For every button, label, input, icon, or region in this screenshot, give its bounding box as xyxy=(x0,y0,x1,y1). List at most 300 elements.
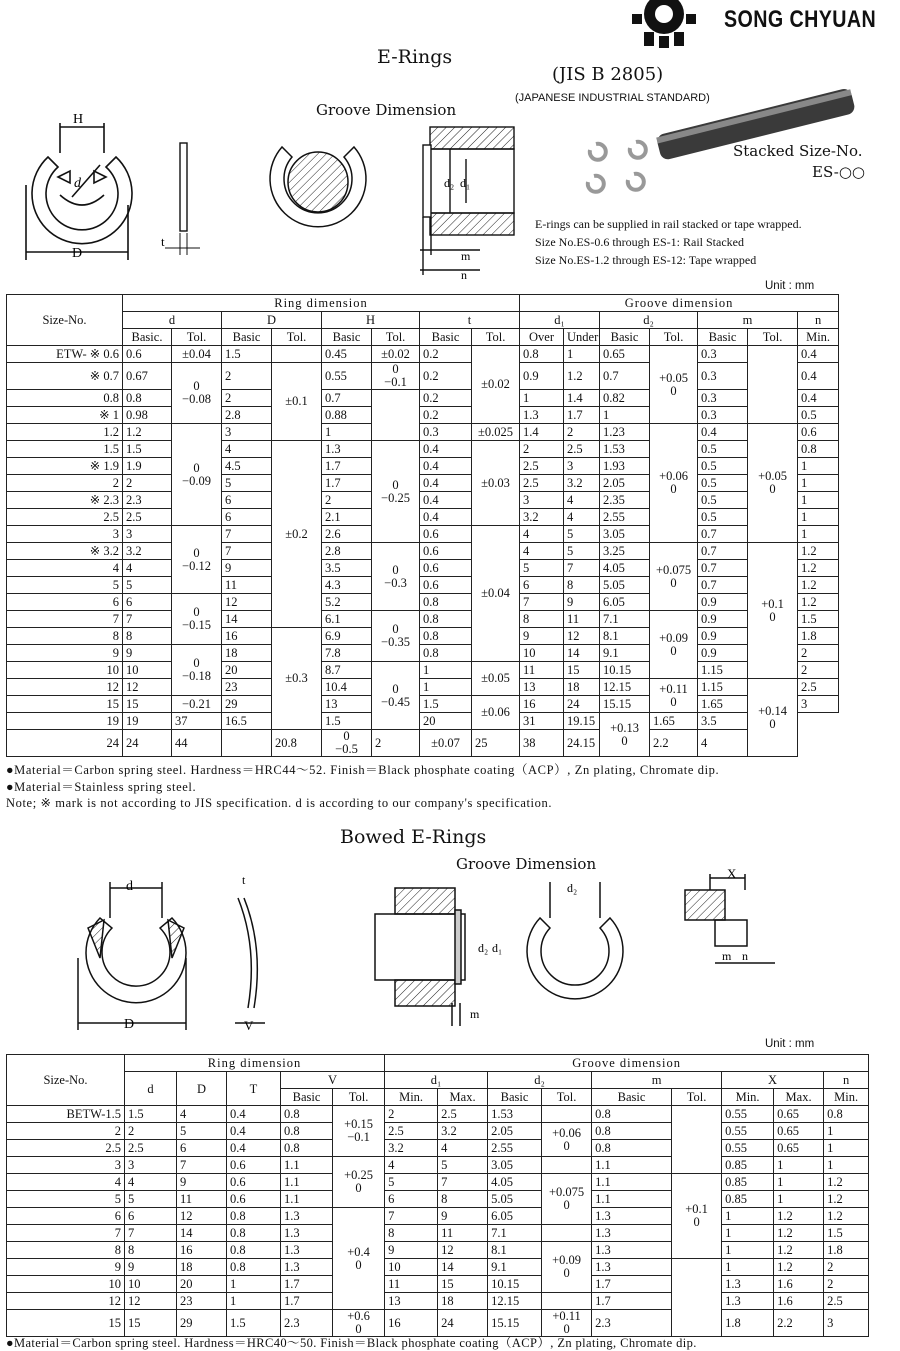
d1-under: 15 xyxy=(564,662,600,679)
V-basic: 1.3 xyxy=(281,1259,333,1276)
tolerance-line: +0.15 xyxy=(344,1117,373,1131)
n-min: 1.2 xyxy=(798,560,839,577)
tolerance-line: 0 xyxy=(193,379,200,393)
d1-under: 7 xyxy=(564,560,600,577)
d-value: 6 xyxy=(125,1208,177,1225)
d2-basic: 3.05 xyxy=(600,526,650,543)
T-value: 0.6 xyxy=(227,1157,281,1174)
d1-min: 4 xyxy=(385,1157,438,1174)
tolerance-line: −0.25 xyxy=(381,490,410,505)
d-basic: 15 xyxy=(123,696,172,713)
d1-min: 16 xyxy=(385,1310,438,1337)
D-value: 11 xyxy=(177,1191,227,1208)
d1-under: 4 xyxy=(564,492,600,509)
b-dim-label-m2: m xyxy=(722,949,732,963)
dim-label-d1: d₁ xyxy=(460,176,471,190)
t-basic: 0.4 xyxy=(420,509,472,526)
d-basic: 3.2 xyxy=(123,543,172,560)
sub-header: Tol. xyxy=(672,1089,722,1106)
tolerance-line: 0 xyxy=(193,656,200,670)
tolerance-line: +0.11 xyxy=(552,1309,581,1323)
d2-basic: 1.23 xyxy=(600,424,650,441)
tolerance-cell xyxy=(472,696,520,730)
sub-header: Tol. xyxy=(272,329,322,346)
d-value: 10 xyxy=(125,1276,177,1293)
d1-max: 3.2 xyxy=(438,1123,488,1140)
tolerance-line: ±0.07 xyxy=(431,735,460,750)
n-min: 0.4 xyxy=(798,390,839,407)
d2-basic: 8.1 xyxy=(600,628,650,645)
d-basic: 1.9 xyxy=(123,458,172,475)
m-basic: 0.5 xyxy=(698,509,748,526)
tolerance-cell xyxy=(372,390,420,441)
D-basic: 12 xyxy=(222,594,272,611)
H-basic: 0.88 xyxy=(322,407,372,424)
d1-under: 1.7 xyxy=(564,407,600,424)
n-min: 2.5 xyxy=(798,679,839,696)
table-row xyxy=(7,696,839,713)
m-basic: 0.4 xyxy=(698,424,748,441)
tolerance-cell xyxy=(650,424,698,543)
tolerance-cell xyxy=(333,1157,385,1208)
sub-header: Basic xyxy=(222,329,272,346)
d-value: 5 xyxy=(125,1191,177,1208)
b-col-D: D xyxy=(177,1072,227,1106)
d-value: 1.5 xyxy=(125,1106,177,1123)
size-header: Size-No. xyxy=(7,295,123,346)
tolerance-line: ±0.06 xyxy=(481,705,510,719)
sub-header: Tol. xyxy=(472,329,520,346)
d-value: 2 xyxy=(125,1123,177,1140)
H-basic: 2.6 xyxy=(322,526,372,543)
d2-basic: 0.7 xyxy=(600,363,650,390)
H-basic: 10.4 xyxy=(322,679,372,696)
D-basic: 4.5 xyxy=(222,458,272,475)
D-basic: 5 xyxy=(222,475,272,492)
sub-header: Max. xyxy=(774,1089,824,1106)
m-basic: 1.3 xyxy=(592,1225,672,1242)
H-basic: 1 xyxy=(322,424,372,441)
t-basic: 0.8 xyxy=(420,645,472,662)
unit-label: Unit : mm xyxy=(765,280,815,292)
tolerance-line: +0.075 xyxy=(548,1185,585,1199)
table-row xyxy=(7,560,839,577)
tolerance-cell xyxy=(172,424,222,526)
tolerance-cell xyxy=(222,730,272,757)
D-basic: 6 xyxy=(222,492,272,509)
tolerance-cell xyxy=(650,679,698,713)
supply-line: Size No.ES-0.6 through ES-1: Rail Stacked xyxy=(535,235,744,249)
tolerance-line: −0.45 xyxy=(381,694,410,709)
d-basic: 19 xyxy=(123,713,172,730)
tolerance-cell xyxy=(542,1293,592,1310)
D-basic: 2 xyxy=(222,390,272,407)
tolerance-line: +0.6 xyxy=(347,1309,370,1323)
d1-max: 2.5 xyxy=(438,1106,488,1123)
d-value: 12 xyxy=(125,1293,177,1310)
n-min: 1.2 xyxy=(824,1174,869,1191)
D-value: 5 xyxy=(177,1123,227,1140)
d-basic: 1.5 xyxy=(123,441,172,458)
tolerance-line: 0 xyxy=(392,362,399,376)
d1-under: 24 xyxy=(564,696,600,713)
n-min: 1 xyxy=(798,509,839,526)
groove-dimension-header: Groove dimension xyxy=(520,295,839,312)
note-line: ●Material＝Stainless spring steel. xyxy=(6,779,197,794)
sub-header: Tol. xyxy=(748,329,798,346)
d2-basic: 2.05 xyxy=(488,1123,542,1140)
d2-basic: 3.05 xyxy=(488,1157,542,1174)
d1-over: 4 xyxy=(520,543,564,560)
stacked-size-code: ES-○○ xyxy=(812,163,866,181)
d-value: 15 xyxy=(125,1310,177,1337)
b-dim-label-n: n xyxy=(742,949,748,963)
T-value: 0.8 xyxy=(227,1259,281,1276)
table-row xyxy=(7,1259,869,1276)
table-row xyxy=(7,526,839,543)
bowed-e-ring-diagram xyxy=(60,868,780,1038)
tolerance-line: +0.1 xyxy=(685,1202,708,1216)
H-basic: 3.5 xyxy=(322,560,372,577)
sub-header: Min. xyxy=(722,1089,774,1106)
d1-over: 4 xyxy=(520,526,564,543)
table-row xyxy=(7,1123,869,1140)
tolerance-line: +0.05 xyxy=(758,469,787,483)
H-basic: 6.9 xyxy=(322,628,372,645)
T-value: 0.4 xyxy=(227,1140,281,1157)
X-min: 0.85 xyxy=(722,1174,774,1191)
d1-under: 2.5 xyxy=(564,441,600,458)
table-row xyxy=(7,1276,869,1293)
m-basic: 0.5 xyxy=(698,458,748,475)
tolerance-cell xyxy=(322,730,372,757)
tolerance-cell xyxy=(172,346,222,363)
tolerance-cell xyxy=(542,1225,592,1242)
d1-min: 7 xyxy=(385,1208,438,1225)
m-basic: 0.8 xyxy=(592,1123,672,1140)
X-min: 1.3 xyxy=(722,1276,774,1293)
d-basic: 5 xyxy=(123,577,172,594)
X-max: 1.2 xyxy=(774,1208,824,1225)
sub-header: Basic xyxy=(488,1089,542,1106)
table-row xyxy=(7,458,839,475)
d-basic: 12 xyxy=(123,679,172,696)
D-value: 7 xyxy=(177,1157,227,1174)
table-row xyxy=(7,628,839,645)
table-row xyxy=(7,1174,869,1191)
X-max: 1.2 xyxy=(774,1259,824,1276)
size-cell: 2 xyxy=(7,1123,125,1140)
m-basic: 1.1 xyxy=(592,1174,672,1191)
d2-basic: 19.15 xyxy=(564,713,600,730)
d1-under: 9 xyxy=(564,594,600,611)
col-n: n xyxy=(798,312,839,329)
size-cell: 1.5 xyxy=(7,441,123,458)
m-basic: 0.7 xyxy=(698,577,748,594)
d2-basic: 2.05 xyxy=(600,475,650,492)
size-cell: 15 xyxy=(7,1310,125,1337)
tolerance-line: −0.5 xyxy=(335,742,358,756)
H-basic: 0.45 xyxy=(322,346,372,363)
d-basic: 0.67 xyxy=(123,363,172,390)
H-basic: 2 xyxy=(322,492,372,509)
X-min: 1 xyxy=(722,1208,774,1225)
size-cell: 4 xyxy=(7,1174,125,1191)
d2-basic: 4.05 xyxy=(488,1174,542,1191)
sub-header: Basic xyxy=(592,1089,672,1106)
tolerance-cell xyxy=(272,363,322,441)
tolerance-cell xyxy=(542,1157,592,1174)
dim-label-d2: d₂ xyxy=(444,176,455,190)
tolerance-cell xyxy=(272,441,322,628)
tolerance-cell xyxy=(650,611,698,679)
tolerance-cell xyxy=(650,346,698,424)
d1-min: 8 xyxy=(385,1225,438,1242)
d1-under: 8 xyxy=(564,577,600,594)
t-basic: 0.4 xyxy=(420,475,472,492)
d-basic: 6 xyxy=(123,594,172,611)
tolerance-line: −0.08 xyxy=(182,392,211,406)
size-cell: ETW- ※ 0.6 xyxy=(7,346,123,363)
T-value: 0.6 xyxy=(227,1191,281,1208)
tolerance-cell xyxy=(372,611,420,662)
d1-over: 0.8 xyxy=(520,346,564,363)
tolerance-line: +0.1 xyxy=(761,596,784,611)
X-min: 1 xyxy=(722,1259,774,1276)
X-max: 2.2 xyxy=(774,1310,824,1337)
size-cell: ※ 1 xyxy=(7,407,123,424)
tolerance-cell xyxy=(472,526,520,662)
m-basic: 0.7 xyxy=(698,560,748,577)
tolerance-cell xyxy=(372,662,420,730)
tolerance-line: 0 xyxy=(355,1181,362,1195)
V-basic: 0.8 xyxy=(281,1123,333,1140)
table-row xyxy=(7,662,839,679)
b-dim-label-d1: d₁ xyxy=(492,941,503,955)
d-basic: 10 xyxy=(123,662,172,679)
d1-min: 11 xyxy=(385,1276,438,1293)
m-basic: 0.9 xyxy=(698,611,748,628)
d2-basic: 5.05 xyxy=(600,577,650,594)
table-row xyxy=(7,1106,869,1123)
n-min: 1.5 xyxy=(824,1225,869,1242)
d1-min: 5 xyxy=(385,1174,438,1191)
t-basic: 0.8 xyxy=(420,594,472,611)
tolerance-line: 0 xyxy=(693,1215,700,1229)
tolerance-line: ±0.02 xyxy=(381,346,410,361)
d2-basic: 9.1 xyxy=(488,1259,542,1276)
tolerance-line: +0.14 xyxy=(758,703,787,718)
D-basic: 2.8 xyxy=(222,407,272,424)
table-row xyxy=(7,1140,869,1157)
size-cell: 12 xyxy=(7,1293,125,1310)
D-value: 4 xyxy=(177,1106,227,1123)
b-col-m: m xyxy=(592,1072,722,1089)
D-basic: 9 xyxy=(222,560,272,577)
tolerance-line: 0 xyxy=(355,1322,362,1336)
b-col-n: n xyxy=(824,1072,869,1089)
size-cell: 12 xyxy=(7,679,123,696)
t-basic: 1.5 xyxy=(322,713,372,730)
d-value: 3 xyxy=(125,1157,177,1174)
T-value: 0.4 xyxy=(227,1106,281,1123)
d-value: 8 xyxy=(125,1242,177,1259)
H-basic: 2.8 xyxy=(322,543,372,560)
d2-basic: 10.15 xyxy=(488,1276,542,1293)
sub-header: Tol. xyxy=(372,329,420,346)
dim-label-D: D xyxy=(72,246,83,261)
D-basic: 23 xyxy=(222,679,272,696)
d1-max: 15 xyxy=(438,1276,488,1293)
tolerance-line: +0.06 xyxy=(552,1125,582,1140)
stacked-size-label: Stacked Size-No. xyxy=(733,142,863,160)
table-row xyxy=(7,1157,869,1174)
d2-basic: 12.15 xyxy=(488,1293,542,1310)
m-basic: 1.7 xyxy=(592,1276,672,1293)
n-min: 3.5 xyxy=(698,713,748,730)
tolerance-cell xyxy=(333,1106,385,1157)
m-basic: 1.1 xyxy=(592,1157,672,1174)
X-max: 0.65 xyxy=(774,1106,824,1123)
sub-header: Under xyxy=(564,329,600,346)
m-basic: 1.15 xyxy=(698,662,748,679)
n-min: 1 xyxy=(824,1123,869,1140)
size-cell: 3 xyxy=(7,1157,125,1174)
b-ring-dimension-header: Ring dimension xyxy=(125,1055,385,1072)
gear-logo-icon xyxy=(632,0,718,50)
m-basic: 1.3 xyxy=(592,1208,672,1225)
tolerance-line: ±0.05 xyxy=(481,671,510,685)
H-basic: 20.8 xyxy=(272,730,322,757)
size-cell: ※ 1.9 xyxy=(7,458,123,475)
tolerance-line: 0 xyxy=(392,562,399,577)
dim-label-t: t xyxy=(161,234,165,249)
d1-over: 1.3 xyxy=(520,407,564,424)
tolerance-line: 0 xyxy=(355,1257,362,1272)
n-min: 1 xyxy=(824,1157,869,1174)
tolerance-line: +0.09 xyxy=(659,630,688,645)
D-value: 18 xyxy=(177,1259,227,1276)
V-basic: 2.3 xyxy=(281,1310,333,1337)
d1-under: 5 xyxy=(564,526,600,543)
d1-under: 1.2 xyxy=(564,363,600,390)
X-min: 1.3 xyxy=(722,1293,774,1310)
m-basic: 0.3 xyxy=(698,346,748,363)
d1-over: 7 xyxy=(520,594,564,611)
size-cell: ※ 2.3 xyxy=(7,492,123,509)
D-basic: 16 xyxy=(222,628,272,645)
b-col-d1: d₁ xyxy=(385,1072,488,1089)
dim-label-H: H xyxy=(73,112,84,127)
D-value: 14 xyxy=(177,1225,227,1242)
col-H: H xyxy=(322,312,420,329)
sub-header: Tol. xyxy=(172,329,222,346)
sub-header: Basic xyxy=(600,329,650,346)
d1-under: 4 xyxy=(564,509,600,526)
tolerance-line: +0.11 xyxy=(659,681,688,696)
D-value: 9 xyxy=(177,1174,227,1191)
tolerance-line: ±0.03 xyxy=(481,475,510,490)
d-basic: 0.8 xyxy=(123,390,172,407)
tolerance-line: −0.09 xyxy=(182,473,211,488)
sub-header: Max. xyxy=(438,1089,488,1106)
n-min: 0.8 xyxy=(798,441,839,458)
tolerance-cell xyxy=(272,346,322,363)
note-line: Note; ※ mark is not according to JIS specification. d is according to our company's specification. xyxy=(6,796,553,810)
tolerance-cell xyxy=(372,441,420,543)
D-value: 23 xyxy=(177,1293,227,1310)
d-basic: 0.98 xyxy=(123,407,172,424)
note-line: ●Material＝Carbon spring steel. Hardness＝HRC44～52. Finish＝Black phosphate coating（ACP）, Zn plating, Chromate dip. xyxy=(6,763,720,777)
table-row xyxy=(7,475,839,492)
tolerance-line: −0.3 xyxy=(384,575,407,590)
tolerance-cell xyxy=(372,543,420,611)
d1-over: 25 xyxy=(472,730,520,757)
d-value: 2.5 xyxy=(125,1140,177,1157)
sub-header: Basic xyxy=(281,1089,333,1106)
tolerance-cell xyxy=(272,628,322,730)
tolerance-cell xyxy=(672,1259,722,1337)
d1-over: 10 xyxy=(520,645,564,662)
d-basic: 1.2 xyxy=(123,424,172,441)
tolerance-line: 0 xyxy=(193,460,200,475)
tolerance-cell xyxy=(542,1242,592,1293)
H-basic: 1.7 xyxy=(322,475,372,492)
tolerance-line: ±0.3 xyxy=(285,671,308,685)
tolerance-cell xyxy=(372,346,420,363)
size-cell: 1.2 xyxy=(7,424,123,441)
t-basic: 2 xyxy=(372,730,420,757)
V-basic: 0.8 xyxy=(281,1106,333,1123)
m-basic: 0.9 xyxy=(698,594,748,611)
m-basic: 0.3 xyxy=(698,407,748,424)
H-basic: 6.1 xyxy=(322,611,372,628)
supply-info xyxy=(535,215,802,269)
d2-basic: 1 xyxy=(600,407,650,424)
tolerance-line: 0 xyxy=(563,1138,570,1153)
n-min: 1.8 xyxy=(824,1242,869,1259)
standard-label: (JIS B 2805) xyxy=(552,64,664,85)
d1-min: 3.2 xyxy=(385,1140,438,1157)
n-min: 0.4 xyxy=(798,363,839,390)
table-row xyxy=(7,611,839,628)
H-basic: 1.3 xyxy=(322,441,372,458)
D-value: 29 xyxy=(177,1310,227,1337)
m-basic: 0.8 xyxy=(592,1106,672,1123)
size-cell: 5 xyxy=(7,577,123,594)
d1-under: 18 xyxy=(564,679,600,696)
tolerance-line: 0 xyxy=(769,482,776,496)
d1-max: 5 xyxy=(438,1157,488,1174)
D-basic: 18 xyxy=(222,645,272,662)
tolerance-line: −0.35 xyxy=(381,635,410,649)
d1-under: 1 xyxy=(564,346,600,363)
d1-min: 2.5 xyxy=(385,1123,438,1140)
tolerance-cell xyxy=(650,543,698,611)
table-row xyxy=(7,407,839,424)
tolerance-line: 0 xyxy=(621,733,628,748)
tolerance-line: ±0.04 xyxy=(481,586,510,600)
d1-under: 3 xyxy=(564,458,600,475)
d2-basic: 1.93 xyxy=(600,458,650,475)
m-basic: 1.65 xyxy=(698,696,748,713)
tolerance-cell xyxy=(472,441,520,526)
H-basic: 5.2 xyxy=(322,594,372,611)
supply-line: Size No.ES-1.2 through ES-12: Tape wrapped xyxy=(535,253,757,267)
size-cell: 8 xyxy=(7,1242,125,1259)
size-cell: 9 xyxy=(7,645,123,662)
X-max: 1.6 xyxy=(774,1293,824,1310)
